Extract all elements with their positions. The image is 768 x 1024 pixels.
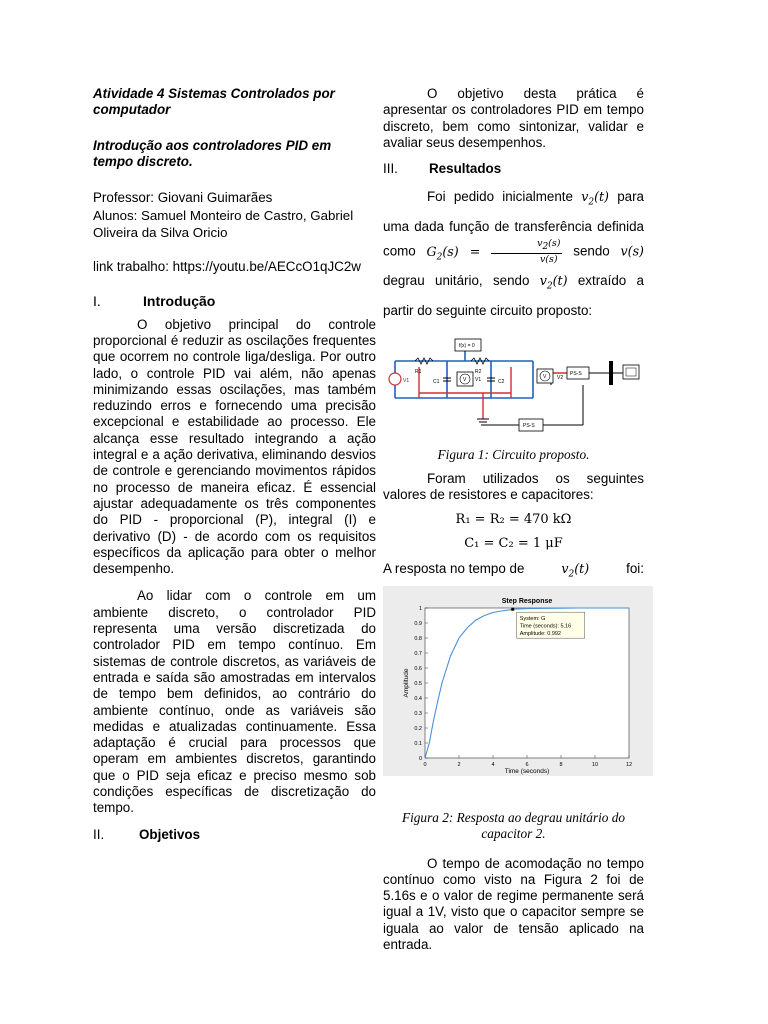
doc-title: Atividade 4 Sistemas Controlados por computador: [93, 86, 335, 118]
x-tick-label: 12: [625, 761, 633, 768]
x-tick-label: 10: [591, 761, 599, 768]
datatip-line: Amplitude: 0.992: [519, 630, 562, 637]
doc-subtitle: Introdução aos controladores PID em tempo discreto.: [93, 137, 332, 169]
label-ps-s-1: PS-S: [570, 370, 582, 377]
y-tick-label: 0.3: [414, 710, 422, 717]
professor-line: Professor: Giovani Guimarães: [93, 190, 273, 206]
chart-ylabel: Amplitude: [403, 668, 410, 697]
chart-title: Step Response: [501, 597, 553, 605]
results-paragraph: Foi pedido inicialmente $v_2(t)$ para uma dada função de transferência definida como $G_2(s)$ = $\frac{v_2(s)}{v(s)}$ sendo v(s) degrau unitário, sendo $v_2(t)$ extraído a partir do seguinte circuito proposto:: [383, 189, 644, 318]
y-tick-label: 1: [418, 605, 422, 612]
datatip-marker: [511, 607, 514, 610]
label-c2: C2: [498, 378, 505, 385]
x-tick-label: 6: [525, 761, 529, 768]
y-tick-label: 0.7: [414, 650, 422, 657]
label-v1: V1: [475, 376, 482, 383]
x-tick-label: 2: [457, 761, 461, 768]
circuit-diagram: [383, 335, 644, 439]
x-tick-label: 0: [423, 761, 427, 768]
label-c1: C1: [433, 378, 440, 385]
response-line: A resposta no tempo de $v_2(t)$ foi:: [383, 560, 644, 580]
label-r2: R2: [475, 368, 482, 375]
intro-paragraph-1: O objetivo principal do controle proporcional é reduzir as oscilações frequentes que ocorrem no controle liga/desliga. Por outro lado, o controle PID vai além, não apenas minimizando essas oscilações, mas também reduzindo erros e fornecendo uma precisão excepcional e estabilidade ao processo. Ele alcança esse resultado integrando a ação integral e a ação derivativa, eliminando desvios de controle e gerenciando movimentos rápidos no processo de maneira eficaz. É essencial ajustar adequadamente os três componentes do PID - proporcional (P), integral (I) e derivativo (D) - de acordo com os requisitos específicos da aplicação para obter o melhor desempenho.: [93, 316, 376, 577]
section-heading-results: III. Resultados: [383, 161, 502, 177]
label-vs: V1: [403, 377, 410, 384]
objectives-paragraph: O objetivo desta prática é apresentar os controladores PID em tempo discreto, bem como sintonizar, validar e avaliar seus desempenhos.: [383, 86, 644, 150]
settling-paragraph: O tempo de acomodação no tempo contínuo como visto na Figura 2 foi de 5.16s e o valor de regime permanente será igual a 1V, visto que o capacitor sempre se iguala ao valor de tensão aplicado na entrada.: [383, 855, 644, 953]
x-tick-label: 4: [491, 761, 495, 768]
step-response-chart: [383, 586, 653, 776]
left-column: [93, 86, 376, 843]
y-tick-label: 0.9: [414, 620, 422, 627]
y-tick-label: 0.1: [414, 740, 422, 747]
y-tick-label: 0.4: [414, 695, 422, 702]
intro-paragraph-2: Ao lidar com o controle em um ambiente discreto, o controlador PID representa uma versão discretizada do controlador PID em tempo contínuo. Em sistemas de controle discretos, as variáveis de entrada e saída são amostradas em intervalos de tempo bem definidos, ao contrário do ambiente contínuo, onde as variáveis são medidas e atualizadas continuamente. Essa adaptação é crucial para processos que operam em ambientes discretos, garantindo que o PID seja eficaz e preciso mesmo sob condições específicas de discretização do tempo.: [93, 588, 376, 816]
svg-text:V: V: [463, 376, 467, 383]
datatip-line: Time (seconds): 5.16: [519, 623, 572, 630]
video-link[interactable]: link trabalho: https://youtu.be/AECcO1qJC2w: [93, 259, 361, 275]
section-heading-intro: I. Introdução: [93, 293, 216, 310]
y-tick-label: 0: [418, 755, 422, 762]
figure-2-caption: Figura 2: Resposta ao degrau unitário do capacitor 2.: [401, 809, 626, 841]
chart-xlabel: Time (seconds): [504, 767, 550, 775]
y-tick-label: 0.2: [414, 725, 422, 732]
label-v2: V2: [557, 374, 564, 381]
equation-resistors: R₁ = R₂ = 470 kΩ: [455, 512, 572, 528]
label-r1: R1: [415, 368, 422, 375]
section-heading-objectives: II. Objetivos: [93, 826, 201, 842]
label-ps-s-2: PS-S: [523, 422, 535, 429]
y-tick-label: 0.5: [414, 680, 422, 687]
y-tick-label: 0.6: [414, 665, 422, 672]
x-tick-label: 8: [559, 761, 563, 768]
figure-1-caption: Figura 1: Circuito proposto.: [437, 446, 590, 462]
right-column: [383, 86, 644, 953]
components-paragraph: Foram utilizados os seguintes valores de resistores e capacitores:: [383, 470, 644, 502]
svg-text:V: V: [543, 373, 547, 380]
equation-capacitors: C₁ = C₂ = 1 μF: [464, 536, 563, 552]
datatip-line: System: G: [519, 615, 546, 622]
y-tick-label: 0.8: [414, 635, 422, 642]
label-solver: f(x) = 0: [459, 342, 475, 349]
students-line: Alunos: Samuel Monteiro de Castro, Gabriel Oliveira da Silva Oricio: [93, 208, 354, 240]
